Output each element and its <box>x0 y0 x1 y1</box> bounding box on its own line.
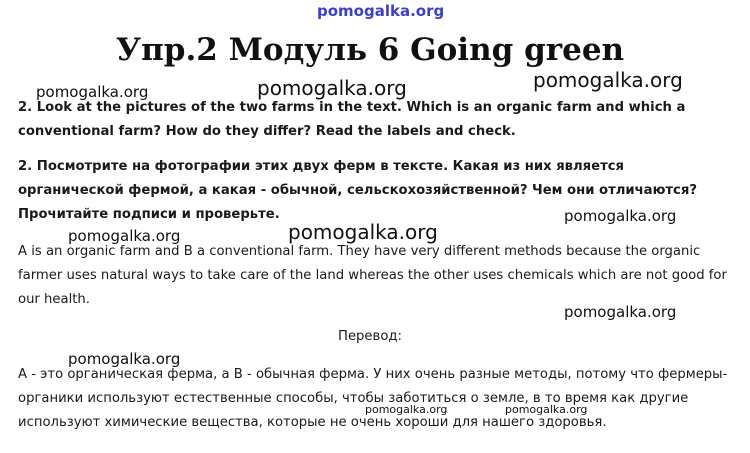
watermark-top: pomogalka.org <box>317 2 445 20</box>
task-russian: 2. Посмотрите на фотографии этих двух ферм в тексте. Какая из них является органической фермой, а какая - обычной, сельскохозяйственной? Чем они отличаются? Прочитайте подписи и проверьте. <box>18 159 697 222</box>
translation-label: Перевод: <box>338 329 402 344</box>
task-english: 2. Look at the pictures of the two farms in the text. Which is an organic farm and which a conventional farm? How do they differ? Read the labels and check. <box>18 100 686 139</box>
answer-russian: А - это органическая ферма, а В - обычная ферма. У них очень разные методы, потому что фермеры-органики используют естественные способы, чтобы заботиться о земле, в то время как другие используют химические вещества, которые не очень хороши для нашего здоровья. <box>18 367 728 430</box>
watermark-6: pomogalka.org <box>68 227 181 245</box>
watermark-8: pomogalka.org <box>68 350 181 368</box>
page-title: Упр.2 Модуль 6 Going green <box>115 32 625 68</box>
watermark-1: pomogalka.org <box>36 83 149 101</box>
watermark-2: pomogalka.org <box>257 76 407 100</box>
watermark-5: pomogalka.org <box>288 220 438 244</box>
watermark-4: pomogalka.org <box>564 207 677 225</box>
answer-english: A is an organic farm and B a conventional farm. They have very different methods because the organic farmer uses natural ways to take care of the land whereas the other uses chemicals which are not good for our health. <box>18 244 727 307</box>
watermark-10: pomogalka.org <box>505 403 588 416</box>
watermark-9: pomogalka.org <box>365 403 448 416</box>
watermark-7: pomogalka.org <box>564 303 677 321</box>
watermark-3: pomogalka.org <box>533 68 683 92</box>
